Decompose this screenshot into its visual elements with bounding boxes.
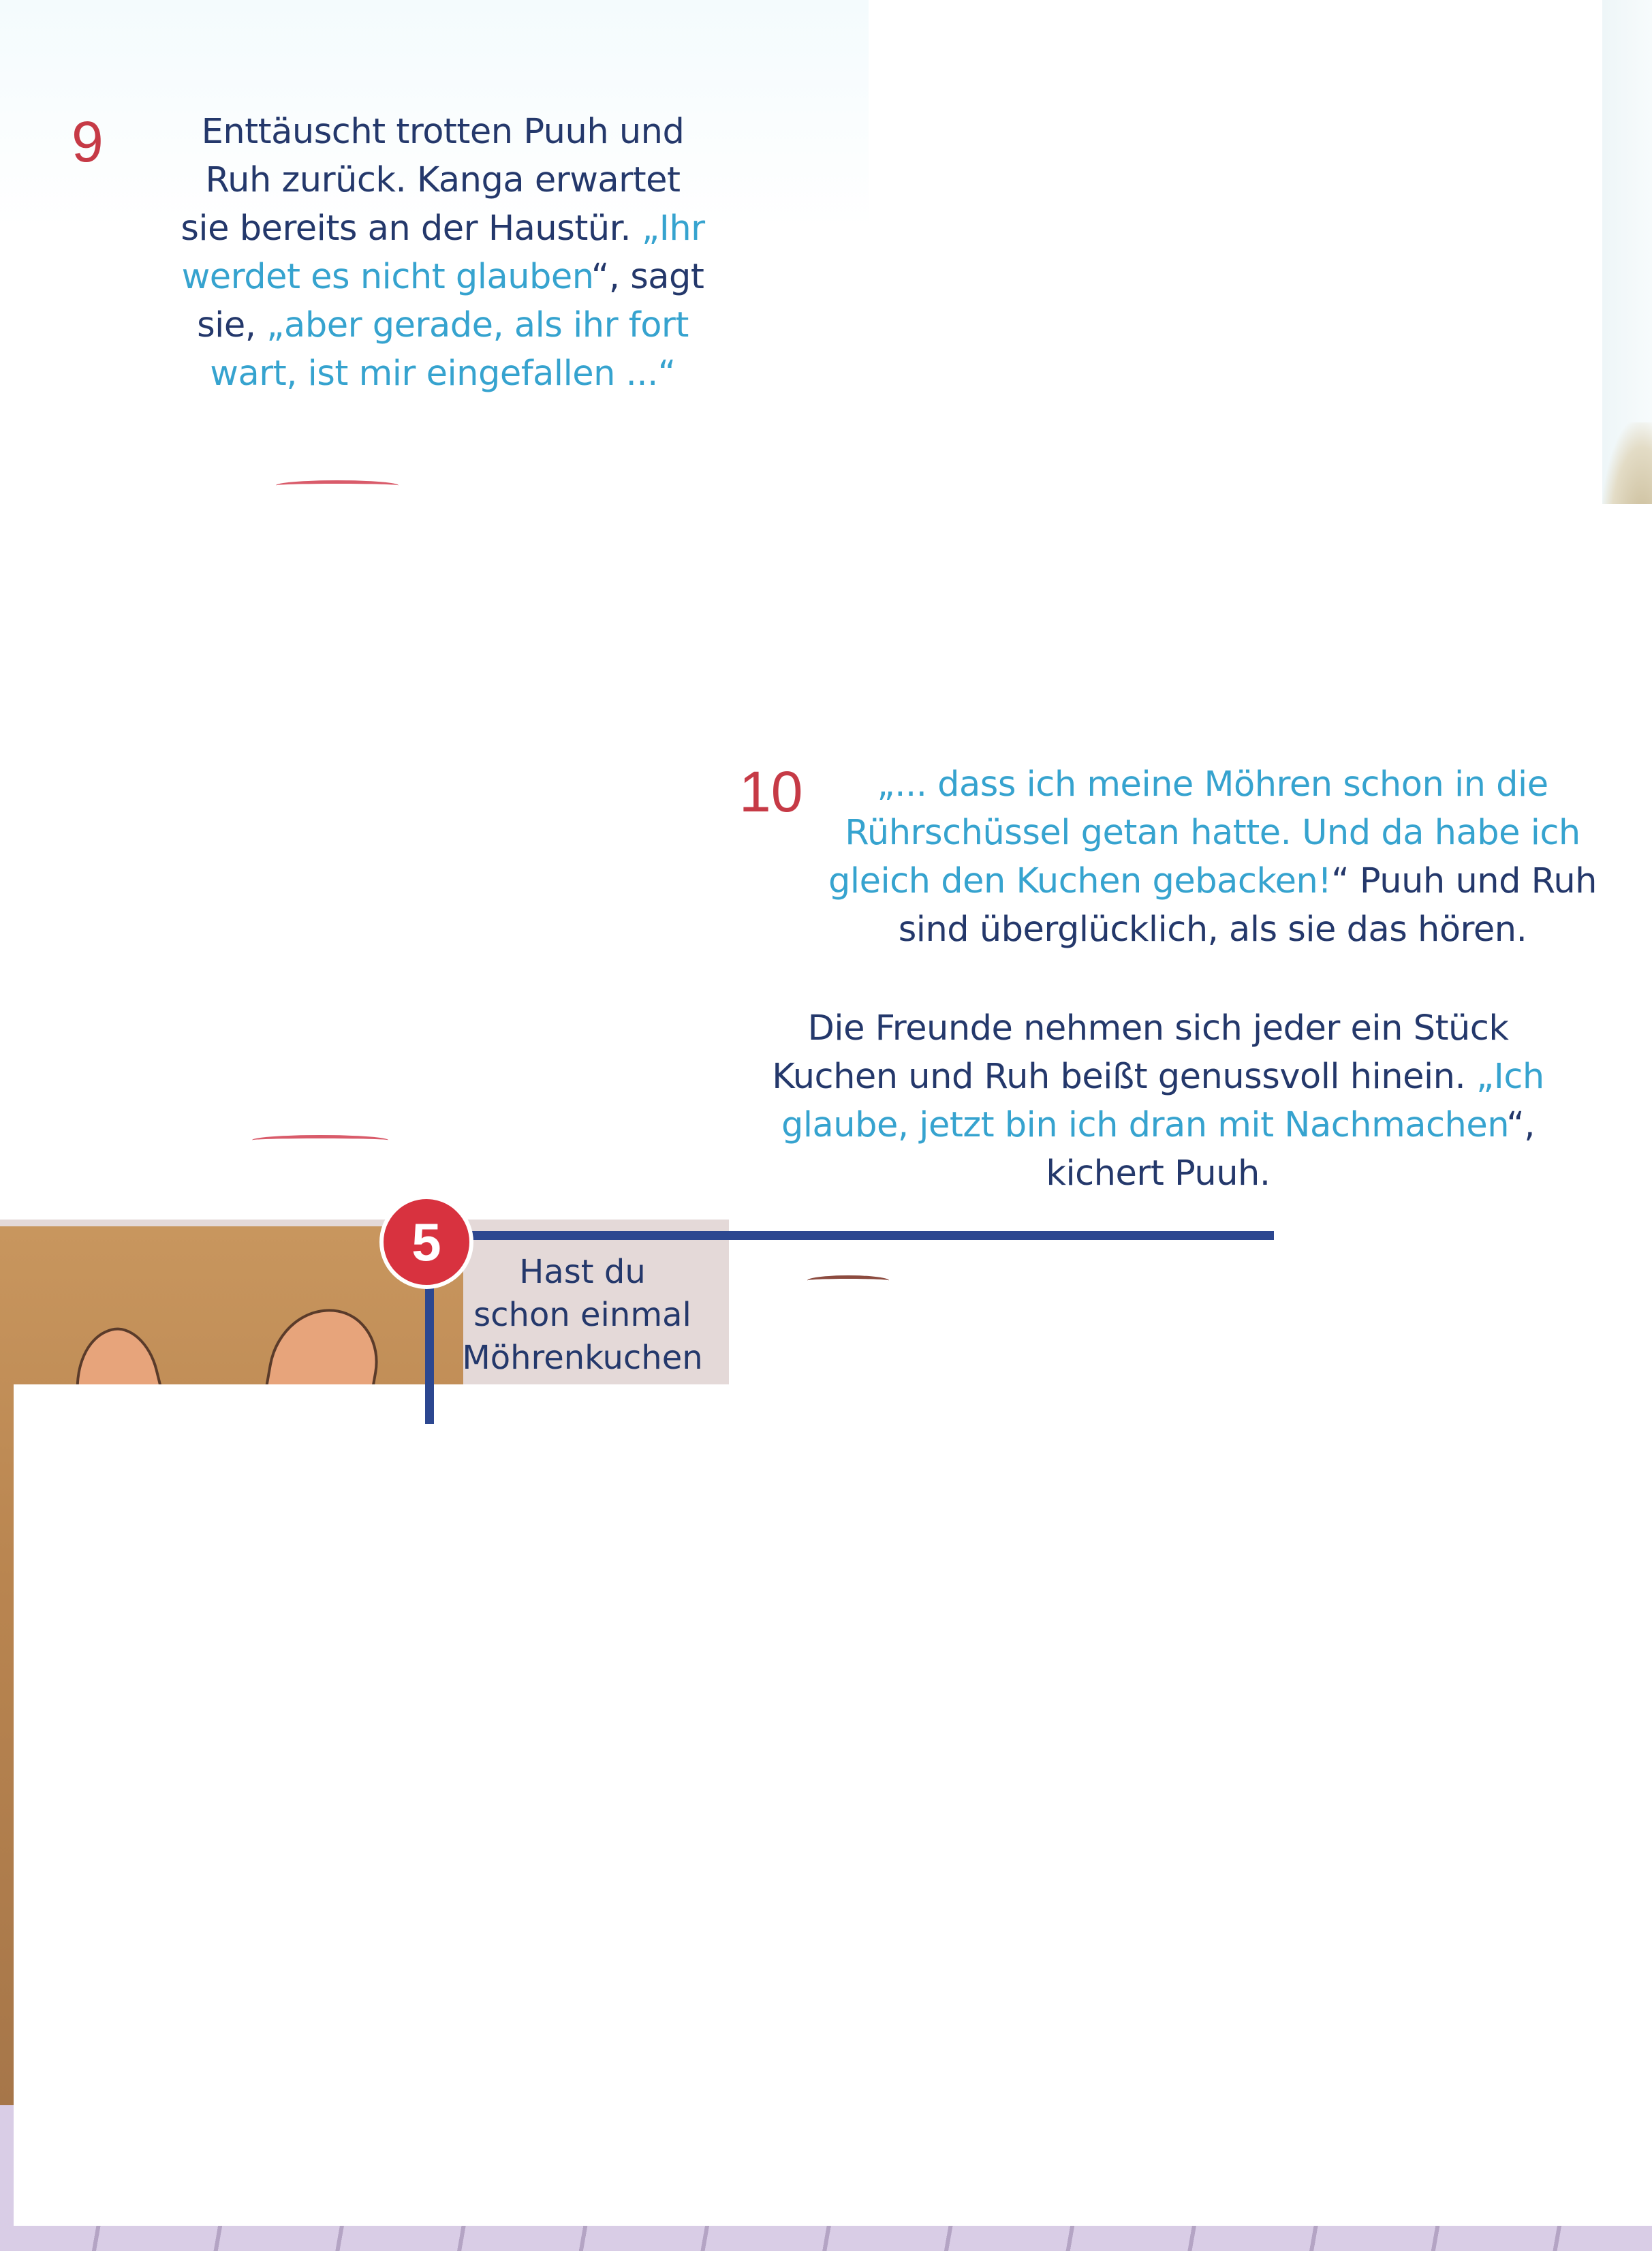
question-number-badge: 5 <box>379 1195 473 1289</box>
story-line: sie, <box>197 305 267 345</box>
white-panel-bottom <box>14 1384 1652 2226</box>
dialogue: wart, ist mir eingefallen ...“ <box>210 354 676 394</box>
decorative-arc <box>252 1135 388 1145</box>
question-line: Hast du <box>519 1253 646 1291</box>
story-line: kichert Puuh. <box>1046 1153 1271 1194</box>
white-panel-right-top <box>869 0 1602 368</box>
dialogue: „Ihr <box>641 208 705 249</box>
story-line: Enttäuscht trotten Puuh und <box>201 112 685 152</box>
story-text-9 <box>116 108 770 398</box>
dialogue: „Ich <box>1476 1057 1544 1097</box>
story-line: sie bereits an der Haustür. <box>181 208 642 249</box>
story-line: “, sagt <box>591 257 704 297</box>
story-line: “ Puuh und Ruh <box>1331 861 1597 901</box>
dialogue: „... dass ich meine Möhren schon in die <box>877 764 1548 805</box>
dialogue: Rührschüssel getan hatte. Und da habe ich <box>845 813 1580 853</box>
page-number-10: 10 <box>739 760 803 824</box>
story-text-10-paragraph-2 <box>722 1004 1594 1198</box>
dialogue: gleich den Kuchen gebacken! <box>828 861 1332 901</box>
story-line: Ruh zurück. Kanga erwartet <box>205 160 681 200</box>
dialogue: „aber gerade, als ihr fort <box>266 305 689 345</box>
question-line: Möhrenkuchen <box>462 1339 703 1377</box>
white-panel-question-left <box>0 1145 729 1220</box>
decorative-arc <box>807 1275 889 1286</box>
story-line: Kuchen und Ruh beißt genussvoll hinein. <box>772 1057 1476 1097</box>
dialogue: glaube, jetzt bin ich dran mit Nachmachen <box>781 1105 1507 1145</box>
question-line: schon einmal <box>473 1296 691 1334</box>
dialogue: werdet es nicht glauben <box>181 257 591 297</box>
question-rule-horizontal <box>453 1231 1274 1240</box>
decorative-arc <box>276 480 399 491</box>
story-line: Die Freunde nehmen sich jeder ein Stück <box>807 1008 1509 1049</box>
story-line: “, <box>1506 1105 1535 1145</box>
page-number-9: 9 <box>72 110 104 174</box>
story-text-10 <box>797 760 1628 954</box>
story-line: sind überglücklich, als sie das hören. <box>898 910 1527 950</box>
question-text <box>436 1251 729 1380</box>
